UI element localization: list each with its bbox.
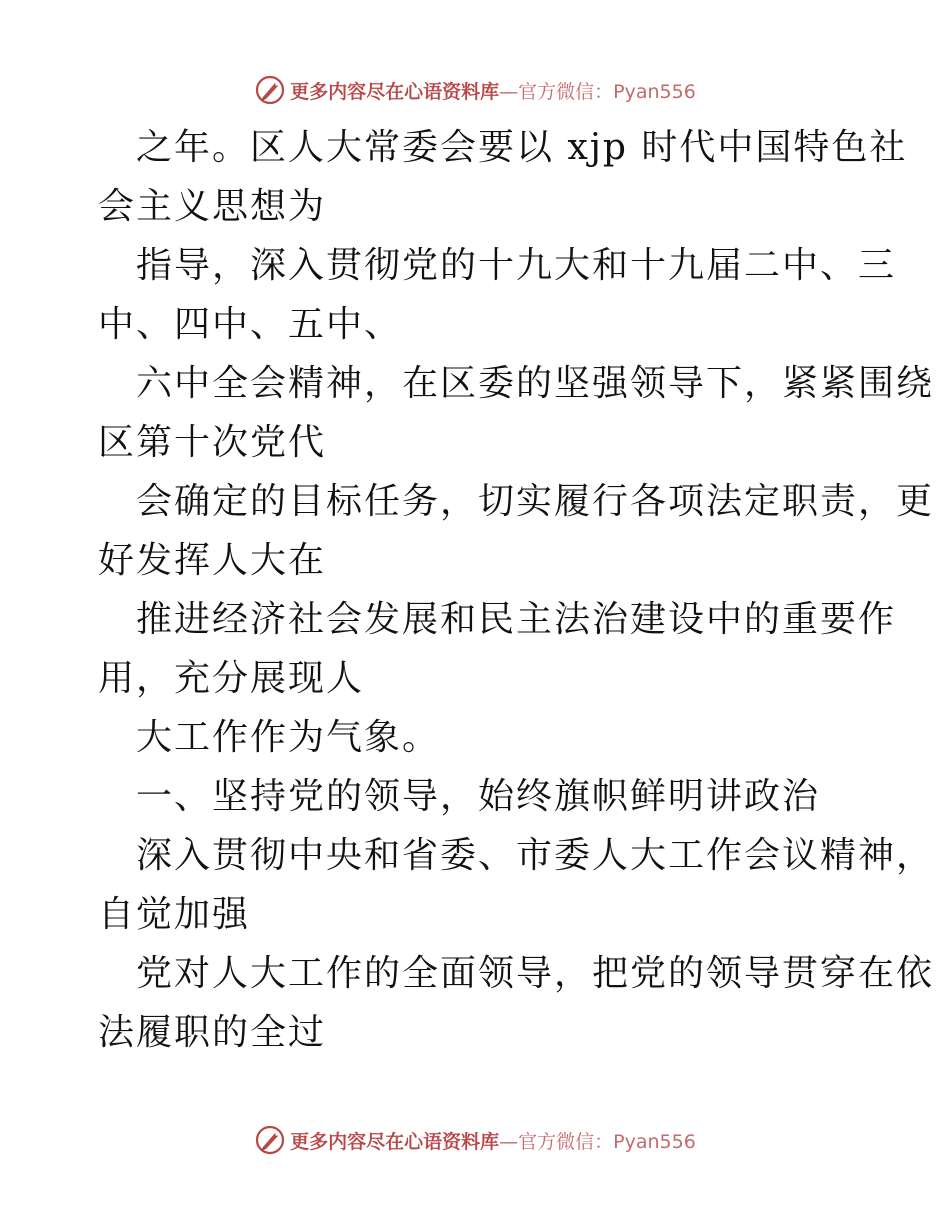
text-line: 之年。区人大常委会要以 xjp 时代中国特色社 bbox=[136, 127, 908, 168]
watermark-contact: 官方微信：Pyan556 bbox=[518, 80, 696, 103]
text-line: 会主义思想为 bbox=[98, 186, 327, 227]
text-line: 中、四中、五中、 bbox=[98, 304, 403, 345]
text-line: 法履职的全过 bbox=[98, 1012, 327, 1053]
text-line: 会确定的目标任务，切实履行各项法定职责，更 bbox=[136, 481, 935, 522]
text-line: 党对人大工作的全面领导，把党的领导贯穿在依 bbox=[136, 953, 935, 994]
pen-logo-icon bbox=[254, 74, 286, 106]
document-body bbox=[98, 118, 935, 1062]
footer-watermark bbox=[0, 1120, 950, 1160]
watermark-separator: — bbox=[499, 1130, 519, 1153]
text-line: 区第十次党代 bbox=[98, 422, 327, 463]
text-line: 深入贯彻中央和省委、市委人大工作会议精神， bbox=[136, 835, 935, 876]
text-line: 六中全会精神，在区委的坚强领导下，紧紧围绕 bbox=[136, 363, 935, 404]
watermark-text: 更多内容尽在心语资料库 bbox=[290, 80, 500, 103]
text-line: 指导，深入贯彻党的十九大和十九届二中、三 bbox=[136, 245, 897, 286]
text-line: 用，充分展现人 bbox=[98, 658, 365, 699]
watermark-separator: — bbox=[499, 80, 519, 103]
text-line: 自觉加强 bbox=[98, 894, 251, 935]
section-heading: 一、坚持党的领导，始终旗帜鲜明讲政治 bbox=[136, 776, 821, 817]
text-line: 大工作作为气象。 bbox=[136, 717, 441, 758]
text-line: 推进经济社会发展和民主法治建设中的重要作 bbox=[136, 599, 897, 640]
pen-logo-icon bbox=[254, 1124, 286, 1156]
text-line: 好发挥人大在 bbox=[98, 540, 327, 581]
watermark-contact: 官方微信：Pyan556 bbox=[518, 1130, 696, 1153]
header-watermark bbox=[0, 70, 950, 110]
watermark-text: 更多内容尽在心语资料库 bbox=[290, 1130, 500, 1153]
